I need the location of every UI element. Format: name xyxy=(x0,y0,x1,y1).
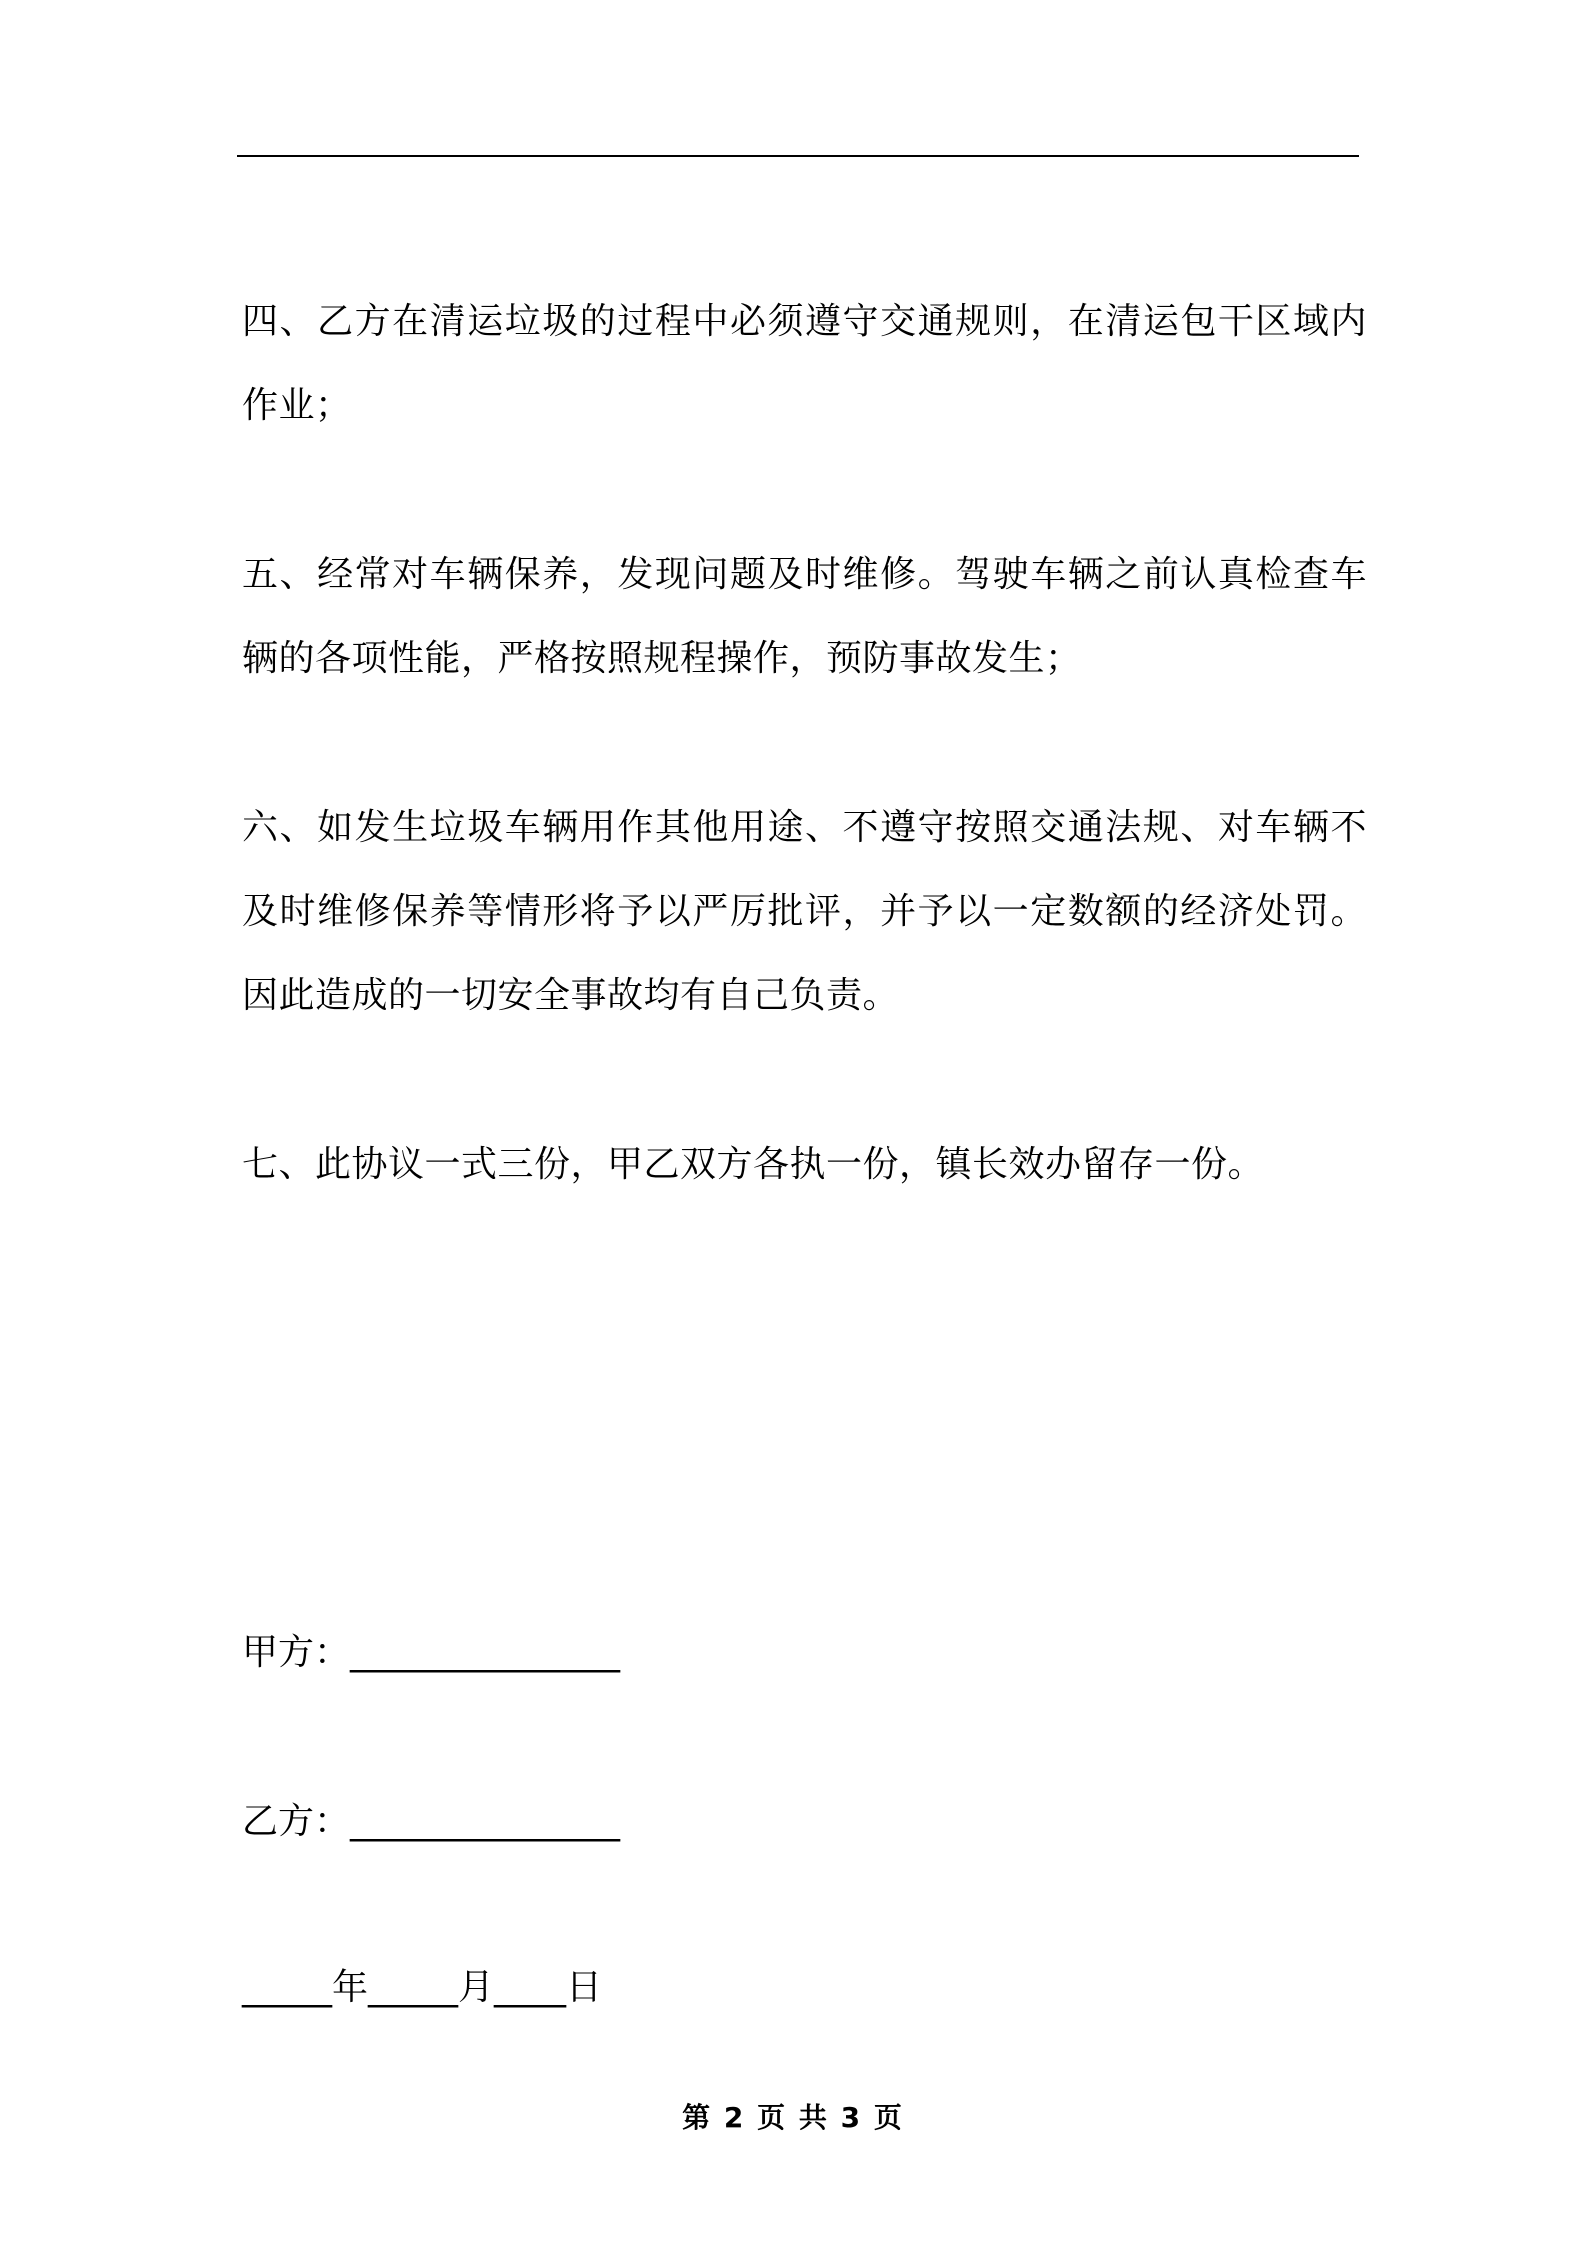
party-b-signature-line: 乙方：_______________ xyxy=(242,1801,621,1842)
clause-four: 四、乙方在清运垃圾的过程中必须遵守交通规则，在清运包干区域内作业； xyxy=(242,301,1367,426)
date-line: _____年_____月____日 xyxy=(242,1967,602,2008)
header-rule xyxy=(237,155,1359,157)
page-number: 第 2 页 共 3 页 xyxy=(682,2101,904,2134)
clause-seven: 七、此协议一式三份，甲乙双方各执一份，镇长效办留存一份。 xyxy=(242,1144,1265,1185)
clause-five: 五、经常对车辆保养，发现问题及时维修。驾驶车辆之前认真检查车辆的各项性能，严格按照规程操作，预防事故发生； xyxy=(242,554,1367,679)
party-a-signature-line: 甲方：_______________ xyxy=(242,1632,621,1673)
document-body xyxy=(242,280,1367,1292)
clause-six: 六、如发生垃圾车辆用作其他用途、不遵守按照交通法规、对车辆不及时维修保养等情形将予以严厉批评，并予以一定数额的经济处罚。因此造成的一切安全事故均有自己负责。 xyxy=(242,807,1367,1016)
